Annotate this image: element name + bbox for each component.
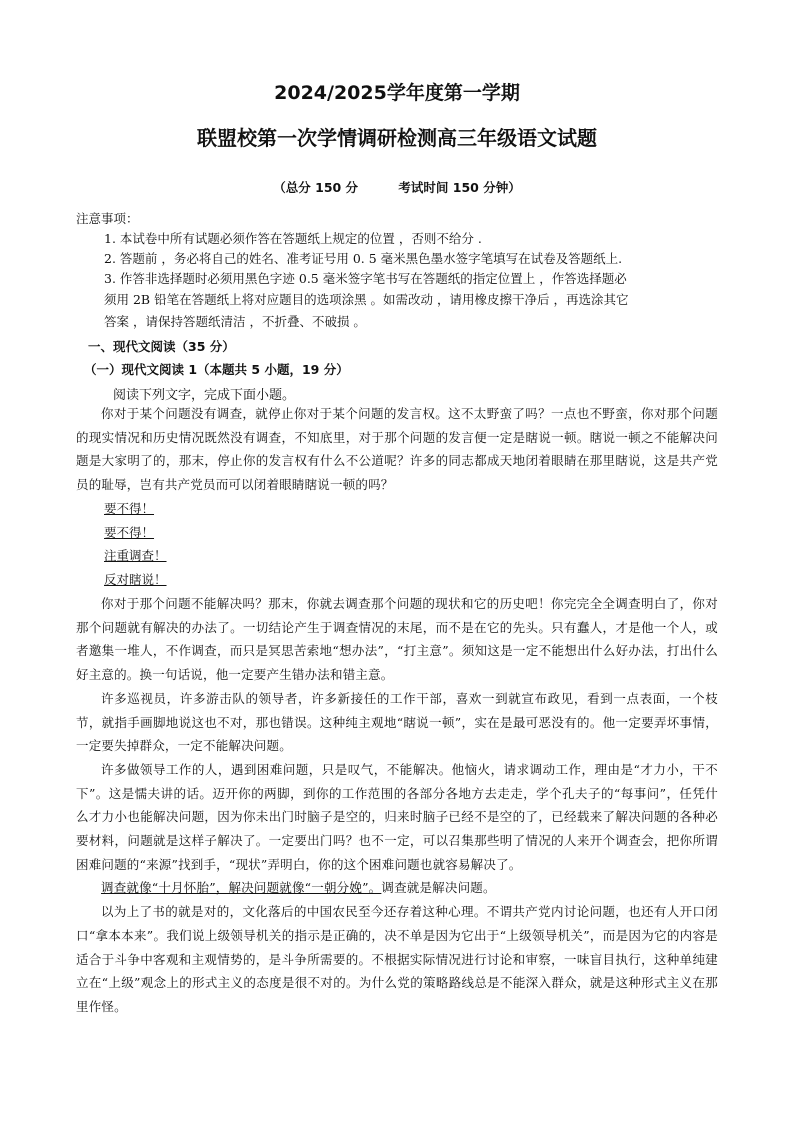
exam-term-title: 2024/2025学年度第一学期	[274, 82, 520, 104]
notice-item-2: 2. 答题前 ，务必将自己的姓名、准考证号用 0. 5 毫米黑色墨水签字笔填写在试卷及答题纸上.	[104, 251, 623, 266]
exam-time: 考试时间 150 分钟）	[398, 180, 521, 195]
passage-part-2	[76, 592, 718, 1019]
notice-heading: 注意事项：	[76, 211, 139, 226]
reading-instruction: 阅读下列文字，完成下面小题。	[113, 388, 296, 403]
slogan-2: 要不得！	[104, 524, 155, 540]
paragraph-1: 你对于某个问题没有调查，就停止你对于某个问题的发言权。这不太野蛮了吗？一点也不野蛮，你对那个问题的现实情况和历史情况既然没有调查，不知底里，对于那个问题的发言便一定是瞎说一顿。瞎说一顿之不能解决问题是大家明了的，那末，停止你的发言权有什么不公道呢？许多的同志都成天地闭着眼睛在那里瞎说，这是共产党员的耻辱，岂有共产党员而可以闭着眼睛瞎说一顿的吗？	[76, 406, 718, 493]
slogan-lines	[104, 497, 167, 592]
notice-item-1: 1. 本试卷中所有试题必须作答在答题纸上规定的位置 ，否则不给分 .	[104, 231, 482, 246]
exam-title: 联盟校第一次学情调研检测高三年级语文试题	[197, 126, 597, 150]
paragraph-5	[76, 876, 718, 900]
notice-item-3-end: 答案 ，请保持答题纸清洁 ，不折叠、不破损 。	[104, 314, 366, 329]
paragraph-5-rest: 调查就是解决问题。	[381, 880, 496, 896]
slogan-3: 注重调查！	[104, 548, 167, 564]
passage-part-1	[76, 402, 718, 497]
notice-item-3-cont: 须用 2B 铅笔在答题纸上将对应题目的选项涂黑 。如需改动 ，请用橡皮擦干净后 ，再选涂其它	[104, 292, 629, 307]
section-heading: 一、现代文阅读（35 分）	[88, 339, 235, 354]
subsection-heading: （一）现代文阅读 1（本题共 5 小题，19 分）	[84, 362, 349, 377]
total-score: （总分 150 分	[273, 180, 359, 195]
paragraph-5-underlined: 调查就像“十月怀胎”，解决问题就像“一朝分娩”。	[101, 880, 382, 896]
paragraph-4: 许多做领导工作的人，遇到困难问题，只是叹气，不能解决。他恼火，请求调动工作，理由是“才力小，干不下”。这是懦夫讲的话。迈开你的两脚，到你的工作范围的各部分各地方去走走，学个孔夫子的“每事问”，任凭什么才力小也能解决问题，因为你未出门时脑子是空的，归来时脑子已经不是空的了，已经载来了解决问题的各种必要材料，问题就是这样子解决了。一定要出门吗？也不一定，可以召集那些明了情况的人来开个调查会，把你所谓困难问题的“来源”找到手，“现状”弄明白，你的这个困难问题也就容易解决了。	[76, 761, 718, 872]
score-time-line	[0, 178, 794, 196]
slogan-4: 反对瞎说！	[104, 572, 167, 588]
slogan-1: 要不得！	[104, 501, 155, 516]
notice-item-3: 3. 作答非选择题时必须用黑色字迹 0.5 毫米签字笔书写在答题纸的指定位置上 ，作答选择题必	[104, 271, 627, 286]
paragraph-6: 以为上了书的就是对的，文化落后的中国农民至今还存着这种心理。不谓共产党内讨论问题，也还有人开口闭口“拿本本来”。我们说上级领导机关的指示是正确的，决不单是因为它出于“上级领导机关”，而是因为它的内容是适合于斗争中客观和主观情势的，是斗争所需要的。不根据实际情况进行讨论和审察，一味盲目执行，这种单纯建立在“上级”观念上的形式主义的态度是很不对的。为什么党的策略路线总是不能深入群众，就是这种形式主义在那里作怪。	[76, 904, 718, 1014]
paragraph-2: 你对于那个问题不能解决吗？那末，你就去调查那个问题的现状和它的历史吧！你完完全全调查明白了，你对那个问题就有解决的办法了。一切结论产生于调查情况的末尾，而不是在它的先头。只有蠢人，才是他一个人，或者邀集一堆人，不作调查，而只是冥思苦索地“想办法”，“打主意”。须知这是一定不能想出什么好办法，打出什么好主意的。换一句话说，他一定要产生错办法和错主意。	[76, 596, 718, 683]
paragraph-3: 许多巡视员，许多游击队的领导者，许多新接任的工作干部，喜欢一到就宣布政见，看到一点表面，一个枝节，就指手画脚地说这也不对，那也错误。这种纯主观地“瞎说一顿”，实在是最可恶没有的。他一定要弄坏事情，一定要失掉群众，一定不能解决问题。	[76, 690, 718, 754]
